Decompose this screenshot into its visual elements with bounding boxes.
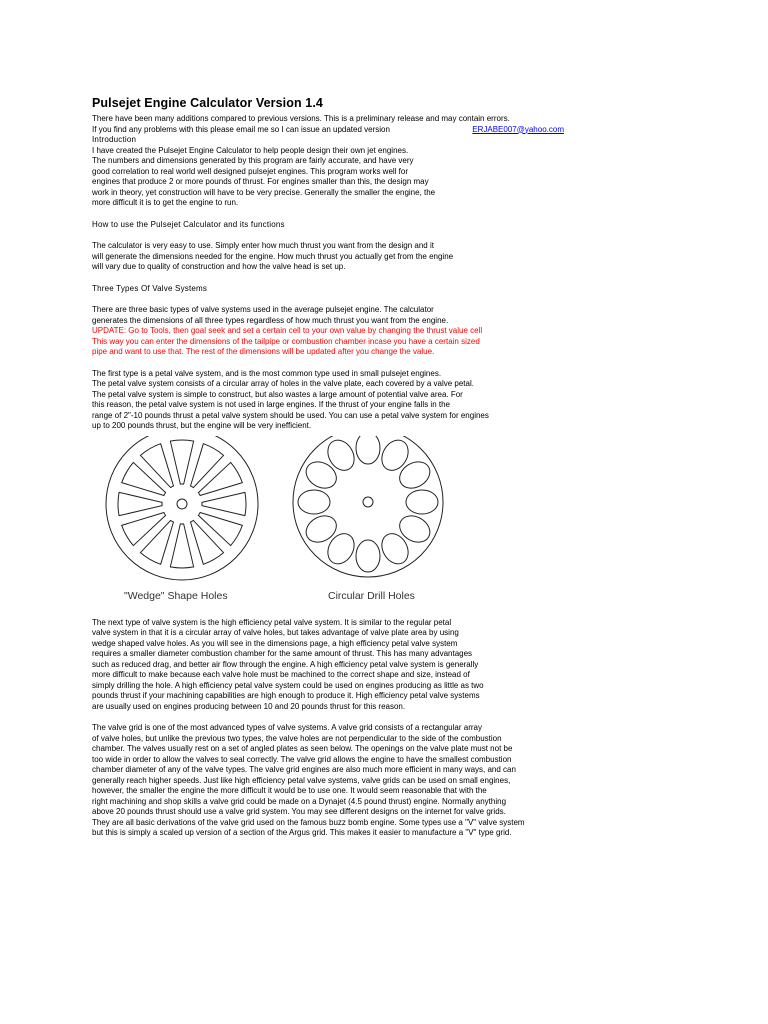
text-line: this reason, the petal valve system is not used in large engines. If the thrust of your engine falls in the <box>92 400 450 409</box>
text-line: They are all basic derivations of the valve grid used on the famous buzz bomb engine. Some types use a "V" valve system <box>92 817 525 827</box>
text-line: right machining and shop skills a valve grid could be made on a Dynajet (4.5 pound thrust) engine. Normally anything <box>92 796 507 806</box>
wedge-hole <box>118 492 162 515</box>
wedge-plate-center-hole <box>177 499 187 509</box>
wedge-hole <box>191 443 224 487</box>
howto-heading: How to use the Pulsejet Calculator and its functions <box>92 219 285 229</box>
drill-hole <box>356 540 380 572</box>
text-line: range of 2"-10 pounds thrust a petal valve system should be used. You can use a petal valve system for engines <box>92 410 489 420</box>
text-line: however, the smaller the engine the more difficult it would be to use one. It would seem reasonable that with the <box>92 786 487 795</box>
introduction-paragraph <box>92 146 582 209</box>
wedge-hole <box>122 512 166 545</box>
drill-hole <box>301 510 341 547</box>
text-line: of valve holes, but unlike the previous two types, the valve holes are not perpendicular to the side of the combustion <box>92 733 502 743</box>
text-line: UPDATE: Go to Tools, then goal seek and set a certain cell to your own value by changing the thrust value cell <box>92 326 483 335</box>
wedge-hole <box>122 462 166 495</box>
drill-hole <box>356 436 380 464</box>
drill-hole <box>301 456 341 493</box>
text-line: generally reach higher speeds. Just like high efficiency petal valve systems, valve grids can be used on small engines, <box>92 775 511 785</box>
wedge-caption: "Wedge" Shape Holes <box>124 589 228 602</box>
howto-paragraph <box>92 241 582 273</box>
wedge-plate-outline <box>106 436 258 580</box>
drill-plate-center-hole <box>363 497 373 507</box>
valve-systems-heading: Three Types Of Valve Systems <box>92 283 208 293</box>
wedge-hole <box>198 462 242 495</box>
valve-systems-paragraph <box>92 305 582 326</box>
text-line: too wide in order to allow the valves to seal correctly. The valve grid allows the engine to have the smallest combustion <box>92 754 512 764</box>
page-title: Pulsejet Engine Calculator Version 1.4 <box>92 96 323 110</box>
text-line: chamber diameter of any of the valve types. The valve grid engines are also much more efficient in many ways, and can <box>92 765 516 774</box>
text-line: The next type of valve system is the high efficiency petal valve system. It is similar to the regular petal <box>92 617 452 627</box>
text-line: requires a smaller diameter combustion chamber for the same amount of thrust. This has many advantages <box>92 649 473 658</box>
text-line: The petal valve system consists of a circular array of holes in the valve plate, each covered by a valve petal. <box>92 379 474 388</box>
drill-hole <box>395 510 435 547</box>
wedge-hole <box>140 520 173 564</box>
text-line: There are three basic types of valve systems used in the average pulsejet engine. The calculator <box>92 305 434 314</box>
valve-plate-drawing <box>92 436 582 608</box>
intro-email-row <box>92 125 582 136</box>
text-line: The first type is a petal valve system, and is the most common type used in small pulsejet engines. <box>92 368 442 378</box>
text-line: engines that produce 2 or more pounds of thrust. For engines smaller than this, the design may <box>92 177 429 186</box>
update-note <box>92 326 582 358</box>
text-line: good correlation to real world well designed pulsejet engines. This program works well for <box>92 166 409 176</box>
text-line: chamber. The valves usually rest on a set of angled plates as seen below. The openings on the valve plate must not be <box>92 744 513 753</box>
text-line: I have created the Pulsejet Engine Calculator to help people design their own jet engines. <box>92 145 409 155</box>
text-line: will generate the dimensions needed for the engine. How much thrust you actually get from the engine <box>92 251 454 261</box>
drill-hole <box>406 490 438 514</box>
text-line: more difficult to make because each valve hole must be machined to the correct shape and size, instead of <box>92 670 470 679</box>
drill-hole <box>323 436 360 475</box>
intro-line: There have been many additions compared to previous versions. This is a preliminary release and may contain errors. <box>92 114 510 123</box>
drill-hole <box>377 436 414 475</box>
text-line: The numbers and dimensions generated by this program are fairly accurate, and have very <box>92 156 414 165</box>
wedge-hole <box>140 443 173 487</box>
text-line: more difficult it is to get the engine to run. <box>92 198 239 207</box>
wedge-hole <box>170 523 193 567</box>
text-line: wedge shaped valve holes. As you will see in the dimensions page, a high efficiency petal valve system <box>92 638 458 648</box>
text-line: The petal valve system is simple to construct, but also wastes a large amount of potential valve area. For <box>92 389 463 399</box>
petal-valve-paragraph <box>92 369 582 432</box>
drill-hole <box>298 490 330 514</box>
text-line: valve system in that it is a circular array of valve holes, but takes advantage of valve plate area by using <box>92 628 459 637</box>
email-link[interactable]: ERJABE007@yahoo.com <box>472 124 564 134</box>
text-line: are usually used on engines producing between 10 and 20 pounds thrust for this reason. <box>92 701 406 711</box>
wedge-hole <box>170 440 193 484</box>
intro-line: If you find any problems with this please email me so I can issue an updated version <box>92 124 390 134</box>
text-line: pipe and want to use that. The rest of the dimensions will be updated after you change the value. <box>92 347 435 356</box>
text-line: The calculator is very easy to use. Simply enter how much thrust you want from the design and it <box>92 241 434 250</box>
drill-hole <box>323 528 360 568</box>
text-line: This way you can enter the dimensions of the tailpipe or combustion chamber incase you have a certain sized <box>92 336 480 346</box>
text-line: simply drilling the hole. A high efficiency petal valve system could be used on engines producing as little as two <box>92 680 484 690</box>
text-line: will vary due to quality of construction and how the valve head is set up. <box>92 262 346 271</box>
text-line: work in theory, yet construction will have to be very precise. Generally the smaller the engine, the <box>92 187 436 197</box>
wedge-hole <box>198 512 242 545</box>
text-line: generates the dimensions of all three types regardless of how much thrust you want from the engine. <box>92 315 449 325</box>
text-line: up to 200 pounds thrust, but the engine will be very inefficient. <box>92 421 312 430</box>
drill-hole <box>395 456 435 493</box>
text-line: above 20 pounds thrust should use a valve grid system. You may see different designs on the internet for valve grids. <box>92 807 506 816</box>
wedge-hole <box>191 520 224 564</box>
document-body <box>92 96 582 839</box>
drill-caption: Circular Drill Holes <box>328 589 415 602</box>
introduction-heading: Introduction <box>92 135 137 144</box>
text-line: but this is simply a scaled up version of a section of the Argus grid. This makes it easier to manufacture a "V" type grid. <box>92 828 512 837</box>
valve-plate-figure <box>92 436 582 608</box>
wedge-hole <box>202 492 246 515</box>
text-line: The valve grid is one of the most advanced types of valve systems. A valve grid consists of a rectangular array <box>92 723 482 732</box>
valve-grid-paragraph <box>92 723 582 839</box>
text-line: pounds thrust if your machining capabilities are high enough to produce it. High efficiency petal valve systems <box>92 691 480 700</box>
text-line: such as reduced drag, and better air flow through the engine. A high efficiency petal valve system is generally <box>92 659 479 669</box>
drill-hole <box>377 528 414 568</box>
high-efficiency-paragraph <box>92 618 582 713</box>
